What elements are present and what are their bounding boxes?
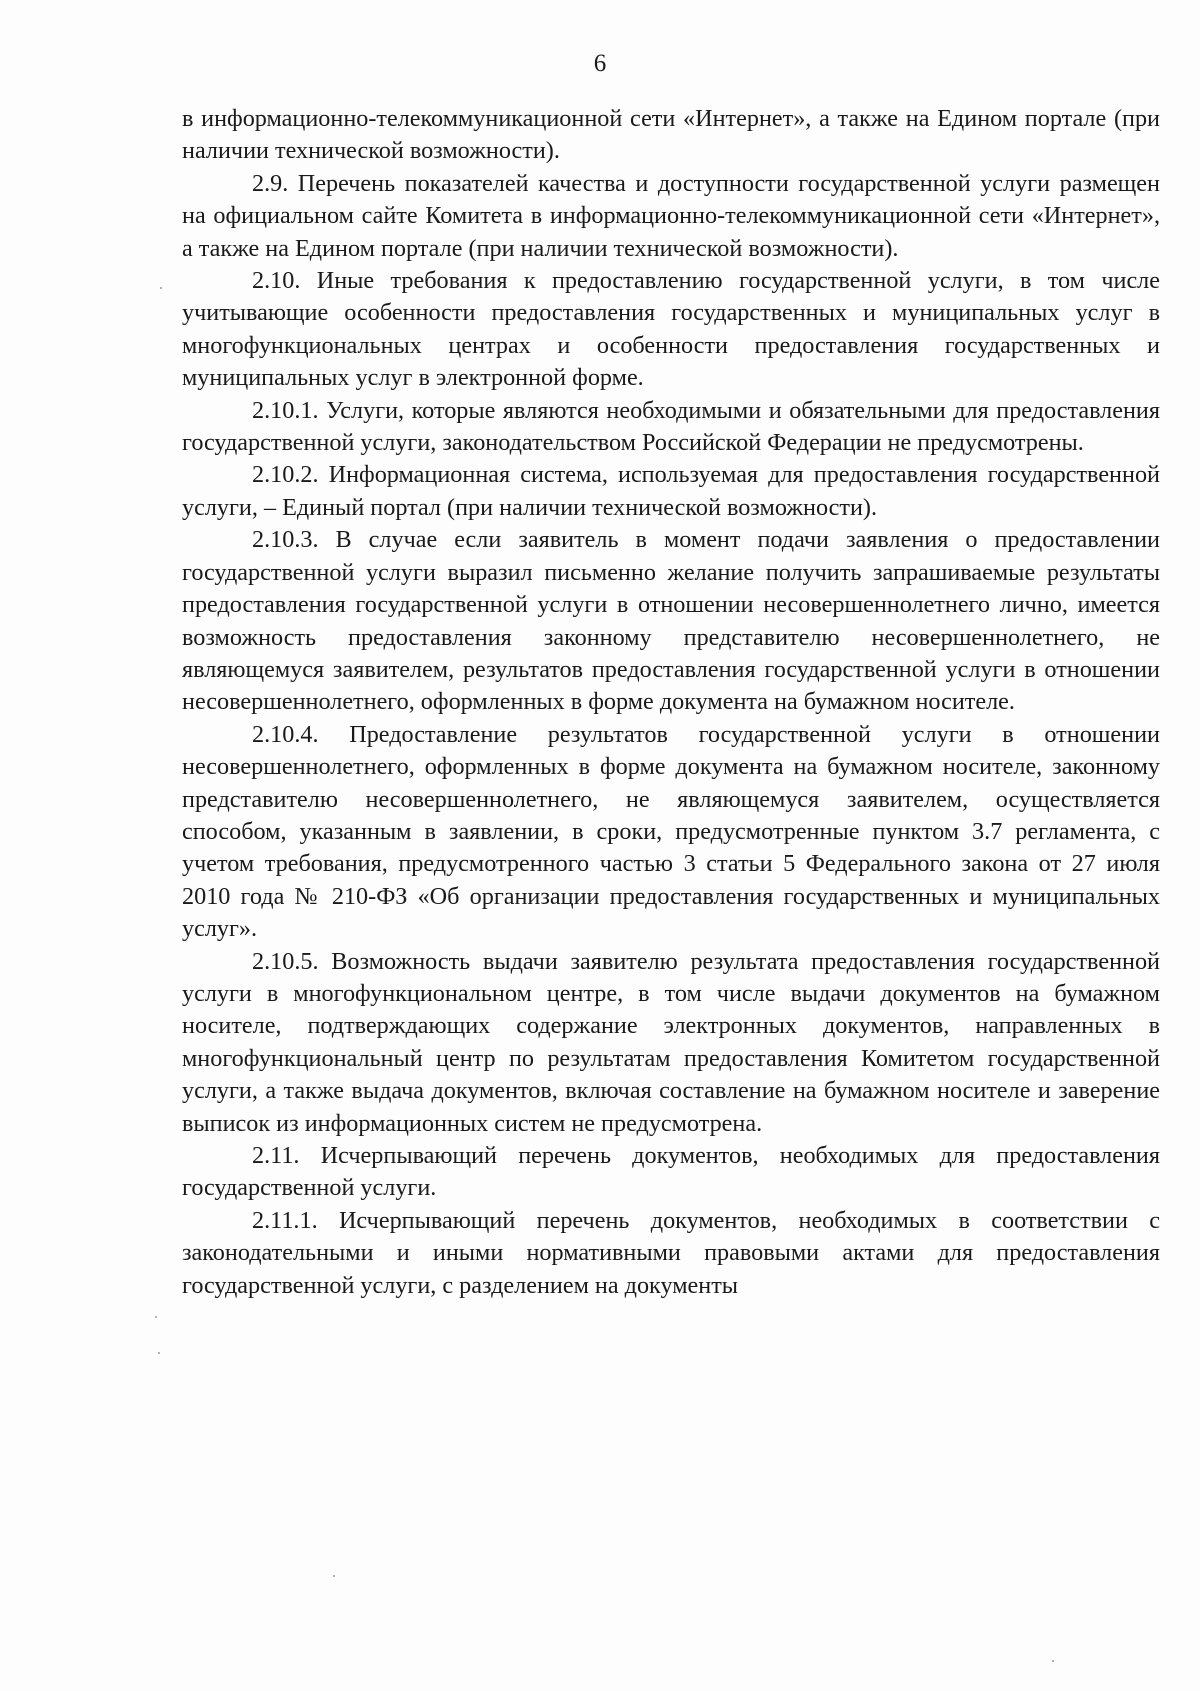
scan-speck bbox=[160, 287, 162, 289]
scan-speck bbox=[158, 1352, 160, 1354]
paragraph-2-11: 2.11. Исчерпывающий перечень документов, необходимых для предоставления государственной услуги. bbox=[182, 1142, 1160, 1202]
paragraph-2-10: 2.10. Иные требования к предоставлению государственной услуги, в том числе учитывающие особенности предоставления государственных и муниципальных услуг в многофункциональных центрах и особенности предоставления государственных и муниципальных услуг в электронной форме. bbox=[182, 267, 1160, 392]
paragraph-2-10-5: 2.10.5. Возможность выдачи заявителю результата предоставления государственной услуги в многофункциональном центре, в том числе выдачи документов на бумажном носителе, подтверждающих содержание электронных документов, направленных в многофункциональный центр по результатам предоставления Комитетом государственной услуги, а также выдача документов, включая составление на бумажном носителе и заверение выписок из информационных систем не предусмотрена. bbox=[182, 947, 1160, 1137]
scan-speck bbox=[155, 1316, 157, 1318]
document-body bbox=[182, 103, 1160, 1302]
paragraph-2-10-2: 2.10.2. Информационная система, используемая для предоставления государственной услуги, – Единый портал (при наличии технической возможности). bbox=[182, 461, 1160, 521]
paragraph-2-9: 2.9. Перечень показателей качества и доступности государственной услуги размещен на официальном сайте Комитета в информационно-телекоммуникационной сети «Интернет», а также на Едином портале (при наличии технической возможности). bbox=[182, 169, 1160, 262]
scan-speck bbox=[1052, 1660, 1054, 1662]
paragraph-2-10-1: 2.10.1. Услуги, которые являются необходимыми и обязательными для предоставления государственной услуги, законодательством Российской Федерации не предусмотрены. bbox=[182, 396, 1160, 457]
paragraph-2-10-4: 2.10.4. Предоставление результатов государственной услуги в отношении несовершеннолетнего, оформленных в форме документа на бумажном носителе, законному представителю несовершеннолетнего, не являющемуся заявителем, осуществляется способом, указанным в заявлении, в сроки, предусмотренные пунктом 3.7 регламента, с учетом требования, предусмотренного частью 3 статьи 5 Федерального закона от 27 июля 2010 года № 210-ФЗ «Об организации предоставления государственных и муниципальных услуг». bbox=[182, 720, 1160, 943]
paragraph-continuation: в информационно-телекоммуникационной сети «Интернет», а также на Едином портале (при наличии технической возможности). bbox=[182, 105, 1160, 165]
paragraph-2-10-3: 2.10.3. В случае если заявитель в момент подачи заявления о предоставлении государственной услуги выразил письменно желание получить запрашиваемые результаты предоставления государственной услуги в отношении несовершеннолетнего лично, имеется возможность предоставления законному представителю несовершеннолетнего, не являющемуся заявителем, результатов предоставления государственной услуги в отношении несовершеннолетнего, оформленных в форме документа на бумажном носителе. bbox=[182, 526, 1160, 716]
scan-speck bbox=[333, 1575, 335, 1577]
paragraph-2-11-1: 2.11.1. Исчерпывающий перечень документов, необходимых в соответствии с законодательными и иными нормативными правовыми актами для предоставления государственной услуги, с разделением на документы bbox=[182, 1206, 1160, 1299]
page-number: 6 bbox=[593, 50, 607, 77]
